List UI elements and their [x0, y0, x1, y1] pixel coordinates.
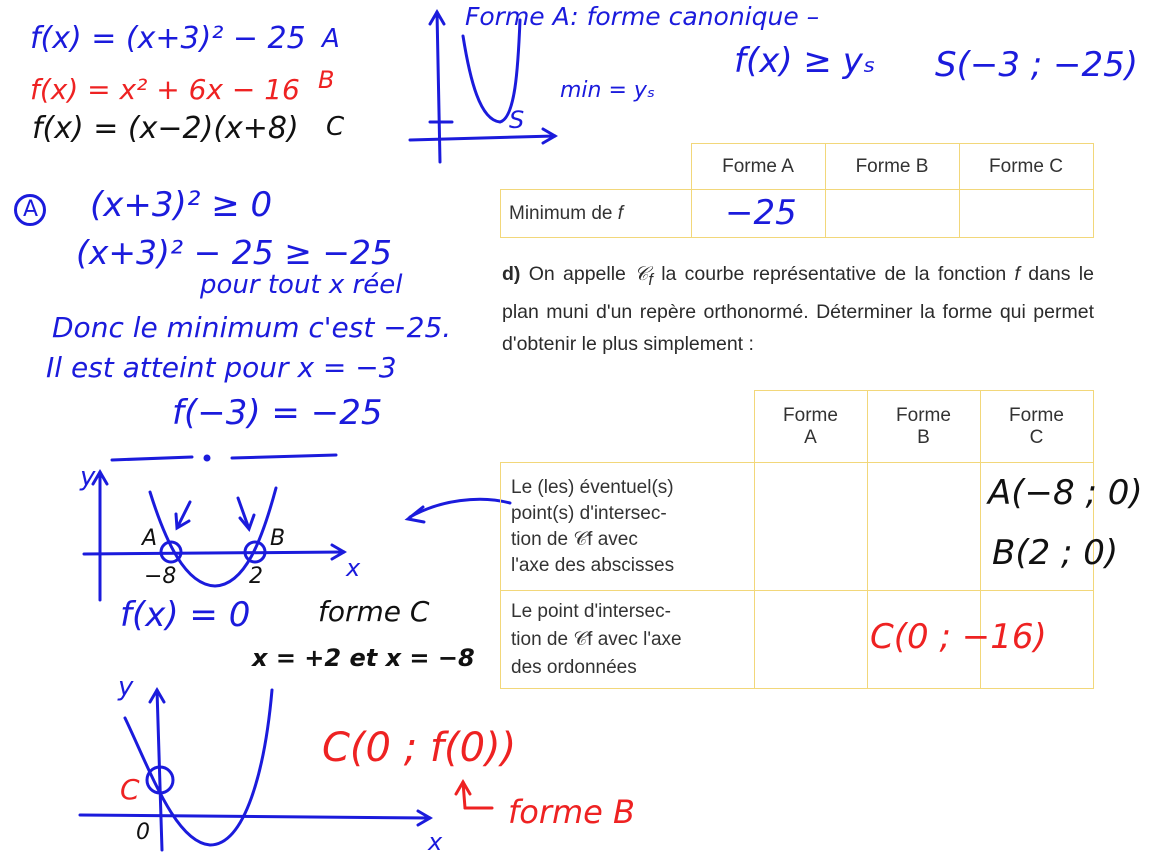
minimum-table-corner — [501, 144, 692, 190]
c-zero-f-zero: C(0 ; f(0)) — [322, 725, 517, 771]
sketch-graph-summit — [410, 12, 555, 162]
intersection-point-a: A(−8 ; 0) — [988, 473, 1143, 513]
intersection-table-header-a: Forme A — [754, 391, 867, 463]
forme-c-note: forme C — [318, 595, 430, 628]
row-abscissa-cell-a — [754, 463, 867, 591]
graph1-x-label: x — [346, 554, 361, 582]
row-ordinate-cell-a — [754, 591, 867, 689]
graph1-point-a: A — [142, 526, 158, 551]
summit-label: S — [509, 106, 525, 134]
label-form-a: A — [322, 24, 340, 54]
donc-minimum: Donc le minimum c'est −25. — [52, 311, 452, 344]
label-form-c: C — [326, 112, 345, 142]
graph2-x-label: x — [428, 828, 443, 856]
inequality-1: (x+3)² ≥ 0 — [90, 185, 273, 225]
f-geq-ys: f(x) ≥ yₛ — [734, 41, 876, 81]
graph2-origin: 0 — [136, 820, 150, 845]
graph1-tick-minus8: −8 — [144, 564, 177, 589]
label-form-b: B — [318, 66, 335, 94]
minimum-table-header-c: Forme C — [959, 144, 1093, 190]
minimum-value-a: −25 — [725, 193, 797, 233]
minimum-table-header-a: Forme A — [691, 144, 825, 190]
minimum-table-row-label: Minimum de f — [501, 190, 692, 238]
intersection-point-c: C(0 ; −16) — [870, 617, 1047, 657]
intersection-table-header-b: Forme B — [867, 391, 980, 463]
function-form-b: f(x) = x² + 6x − 16 — [30, 73, 300, 106]
summit-point: S(−3 ; −25) — [935, 45, 1139, 85]
min-equals-ys: min = yₛ — [560, 78, 656, 103]
graph1-tick-2: 2 — [249, 564, 263, 589]
circled-a-label: A — [23, 197, 39, 222]
intersection-table-header-c: Forme C — [980, 391, 1093, 463]
circled-a-marker — [14, 194, 46, 226]
minimum-table-cell-c — [959, 190, 1093, 238]
graph2-point-c: C — [120, 773, 140, 806]
row-ordinate-label: Le point d'intersec- tion de 𝒞f avec l'axe des ordonnées — [501, 591, 755, 689]
row-abscissa-label: Le (les) éventuel(s) point(s) d'intersec- tion de 𝒞f avec l'axe des abscisses — [501, 463, 755, 591]
graph2-y-label: y — [118, 672, 134, 702]
row-abscissa-cell-b — [867, 463, 980, 591]
minimum-table-cell-b — [825, 190, 959, 238]
graph1-point-b: B — [270, 526, 286, 551]
inequality-2: (x+3)² − 25 ≥ −25 — [76, 233, 393, 272]
roots-solution: x = +2 et x = −8 — [252, 644, 475, 672]
minimum-table-header-b: Forme B — [825, 144, 959, 190]
atteint-pour: Il est atteint pour x = −3 — [46, 351, 397, 384]
intersection-point-b: B(2 ; 0) — [992, 533, 1119, 573]
fx-equals-zero: f(x) = 0 — [120, 595, 251, 635]
forme-a-title: Forme A: forme canonique – — [465, 2, 820, 31]
question-d-paragraph: d) On appelle 𝒞$_f$ la courbe représentative de la fonction f dans le plan muni d'un repère orthonormé. Déterminer la forme qui permet d'obtenir le plus simplement : — [502, 262, 1094, 355]
function-form-a: f(x) = (x+3)² − 25 — [30, 21, 306, 56]
forme-b-note: forme B — [508, 793, 635, 831]
question-label: d) — [502, 263, 521, 285]
f-of-minus-3: f(−3) = −25 — [172, 393, 383, 433]
pour-tout-x-reel: pour tout x réel — [200, 270, 403, 300]
graph1-y-label: y — [80, 462, 96, 492]
intersection-table-corner — [501, 391, 755, 463]
function-form-c: f(x) = (x−2)(x+8) — [32, 111, 299, 146]
